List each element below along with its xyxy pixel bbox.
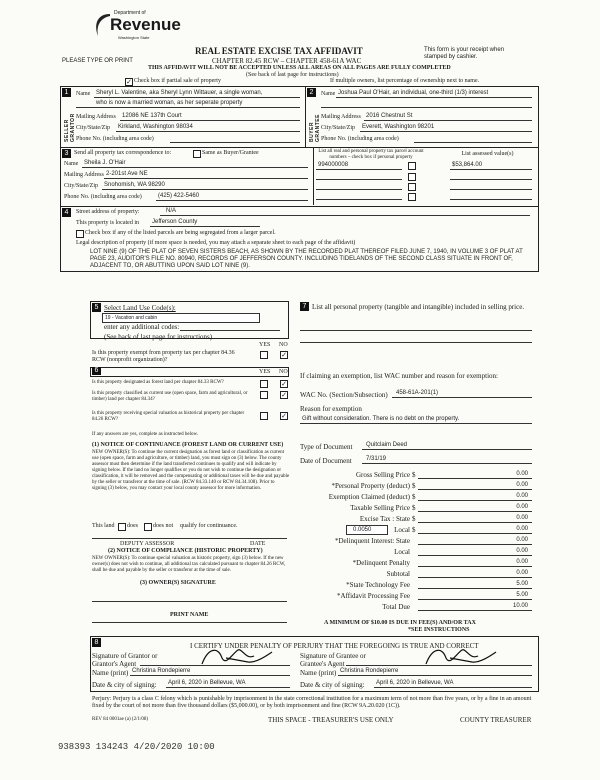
grantor-date-label: Date & city of signing: bbox=[92, 681, 157, 689]
current-use-question: Is this property classified as current use (open space, farm and agricultural, or timber) land per chapter 84.34? bbox=[92, 391, 248, 402]
land-use-see-back: (See back of last page for instructions) bbox=[104, 333, 213, 341]
treasurer-only: THIS SPACE - TREASURER'S USE ONLY bbox=[268, 716, 394, 724]
logo-swoosh-icon bbox=[92, 12, 112, 40]
qualify-label: qualify for continuance. bbox=[180, 523, 238, 529]
this-land-label: This land bbox=[92, 523, 115, 529]
buyer-side-label: BUYER GRANTEE bbox=[309, 114, 321, 142]
tax-row-value[interactable]: 0.00 bbox=[516, 493, 528, 499]
grantor-signature-label: Signature of Grantor or Grantor's Agent bbox=[92, 652, 158, 668]
section-number: 8 bbox=[92, 638, 101, 647]
personal-property-checkbox[interactable] bbox=[408, 173, 416, 181]
segregated-checkbox[interactable] bbox=[76, 230, 84, 238]
seller-name-label: Name bbox=[76, 91, 91, 97]
personal-property-checkbox[interactable] bbox=[408, 193, 416, 201]
forest-question: Is this property designated as forest land per chapter 84.33 RCW? bbox=[92, 380, 224, 385]
historic-question: Is this property receiving special valuation as historical property per chapter 84.26 RCW? bbox=[92, 411, 245, 422]
current-use-yes-checkbox[interactable] bbox=[260, 391, 268, 399]
corr-name-label: Name bbox=[64, 161, 79, 167]
additional-codes-label: enter any additional codes: bbox=[104, 323, 180, 331]
tax-row-label: Gross Selling Price bbox=[355, 471, 410, 479]
does-label: does bbox=[127, 523, 138, 529]
grantee-date-label: Date & city of signing: bbox=[300, 681, 365, 689]
section-number: 3 bbox=[62, 149, 71, 158]
tax-row-label: Taxable Selling Price bbox=[350, 504, 410, 512]
value-header: List assessed value(s) bbox=[461, 151, 514, 157]
tax-row-label: Subtotal bbox=[386, 570, 410, 578]
multiple-owners: If multiple owners, list percentage of ownership next to name. bbox=[330, 78, 480, 84]
land-use-label: Select Land Use Code(s): bbox=[104, 304, 176, 312]
section-number: 5 bbox=[92, 303, 101, 312]
continuance-title: (1) NOTICE OF CONTINUANCE (FOREST LAND OR CURRENT USE) bbox=[92, 442, 284, 448]
seller-mailing-label: Mailing Address bbox=[76, 114, 116, 120]
see-back: (See back of last page for instructions) bbox=[246, 72, 339, 78]
tax-row-label: *Affidavit Processing Fee bbox=[337, 592, 410, 600]
buyer-name-label: Name bbox=[321, 91, 336, 97]
doc-date-label: Date of Document bbox=[300, 457, 352, 465]
buyer-city[interactable]: Everett, Washington 98201 bbox=[362, 124, 435, 130]
tax-row-value[interactable]: 0.00 bbox=[516, 504, 528, 510]
same-as-buyer-checkbox[interactable] bbox=[193, 150, 201, 158]
send-label: Send all property tax correspondence to: bbox=[74, 150, 172, 156]
county[interactable]: Jefferson County bbox=[152, 219, 198, 225]
wac-label: WAC No. (Section/Subsection) bbox=[300, 391, 388, 399]
corr-mailing[interactable]: 2-201st Ave NE bbox=[106, 171, 148, 177]
street-label: Street address of property: bbox=[76, 209, 140, 215]
section-number: 4 bbox=[62, 208, 71, 217]
partial-sale-checkbox[interactable]: ✓ bbox=[126, 78, 132, 86]
chapters: CHAPTER 82.45 RCW – CHAPTER 458-61A WAC bbox=[212, 57, 362, 65]
tax-row-value[interactable]: 5.00 bbox=[516, 581, 528, 587]
historic-no-checkbox[interactable]: ✓ bbox=[281, 412, 287, 420]
buyer-city-label: City/State/Zip bbox=[321, 125, 355, 131]
seller-name-line2[interactable]: who is now a married woman, as her seperate property bbox=[96, 100, 243, 106]
tax-row-value[interactable]: 0.00 bbox=[516, 471, 528, 477]
see-instructions: *SEE INSTRUCTIONS bbox=[408, 627, 470, 633]
deputy-assessor-label: DEPUTY ASSESSOR bbox=[120, 541, 175, 547]
rev-code: REV 84 0001ae (a) (2/1/08) bbox=[92, 717, 149, 722]
tax-row-label: Local bbox=[394, 548, 410, 556]
exempt-yes-checkbox[interactable] bbox=[260, 351, 268, 359]
legal-label: Legal description of property (if more space is needed, you may attach a separate sheet to each page of the affidavit) bbox=[76, 240, 356, 246]
tax-row-value[interactable]: 0.00 bbox=[516, 570, 528, 576]
personal-property-checkbox[interactable] bbox=[408, 183, 416, 191]
reason-label: Reason for exemption bbox=[300, 405, 362, 413]
does-checkbox[interactable] bbox=[118, 523, 126, 531]
grantee-name-label: Name (print) bbox=[300, 669, 337, 677]
warning: THIS AFFIDAVIT WILL NOT BE ACCEPTED UNLESS ALL AREAS ON ALL PAGES ARE FULLY COMPLETED bbox=[148, 65, 451, 71]
current-use-no-checkbox[interactable]: ✓ bbox=[281, 391, 287, 399]
continuance-body: NEW OWNER(S): To continue the current designation as forest land or classification as current use (open space, farm and agriculture, or timber) land, you must sign on (3) below. The county assessor must then determine if the land transferred continues to qualify and will indicate by signing below. If the land no longer qualifies or you do not wish to continue the designation or classification, it will be removed and the compensating or additional taxes will be due and payable by the seller or transferor at the time of sale. (RCW 84.33.140 or RCW 84.34.108). Prior to signing (3) below, you may contact your local county assessor for more information. bbox=[92, 450, 290, 491]
grantee-date[interactable]: April 6, 2020 in Bellevue, WA bbox=[376, 680, 454, 686]
partial-sale-label: Check box if partial sale of property bbox=[134, 78, 221, 84]
wac-value[interactable]: 458-61A-201(1) bbox=[396, 390, 439, 396]
corr-mailing-label: Mailing Address bbox=[64, 172, 104, 178]
owner-signature-label: (3) OWNER(S) SIGNATURE bbox=[140, 580, 216, 586]
tax-row-value[interactable]: 0.00 bbox=[516, 537, 528, 543]
forest-yes-checkbox[interactable] bbox=[260, 380, 268, 388]
tax-row-label: *Delinquent Penalty bbox=[352, 559, 410, 567]
grantee-name[interactable]: Christina Rondepierre bbox=[340, 668, 399, 674]
logo-dept: Department of bbox=[114, 10, 146, 16]
yes-label: YES bbox=[259, 342, 271, 348]
buyer-mailing[interactable]: 2016 Chestnut St bbox=[366, 113, 413, 119]
certify-text: I CERTIFY UNDER PENALTY OF PERJURY THAT THE FOREGOING IS TRUE AND CORRECT bbox=[190, 642, 479, 650]
tax-row-label: Local bbox=[394, 526, 410, 534]
print-name-label: PRINT NAME bbox=[170, 612, 209, 618]
county-treasurer: COUNTY TREASURER bbox=[460, 716, 532, 724]
personal-property-label: List all personal property (tangible and intangible) included in selling price. bbox=[312, 303, 525, 311]
section-number: 2 bbox=[307, 88, 316, 97]
grantee-signature-label: Signature of Grantee or Grantee's Agent bbox=[300, 652, 366, 668]
same-as-buyer-label: Same as Buyer/Grantee bbox=[202, 150, 259, 156]
receipt-note: This form is your receipt when stamped by cashier. bbox=[424, 47, 505, 60]
does-not-checkbox[interactable] bbox=[144, 523, 152, 531]
exempt-no-checkbox[interactable]: ✓ bbox=[281, 351, 287, 359]
section-number: 7 bbox=[300, 302, 309, 311]
date-label: DATE bbox=[250, 541, 266, 547]
doc-type-label: Type of Document bbox=[300, 443, 353, 451]
tax-row-value[interactable]: 5.00 bbox=[516, 592, 528, 598]
minimum-due: A MINIMUM OF $10.00 IS DUE IN FEE(S) AND/OR TAX bbox=[324, 620, 476, 626]
tax-row-value[interactable]: 0.00 bbox=[516, 526, 528, 532]
doc-type[interactable]: Quitclaim Deed bbox=[366, 442, 408, 448]
assessed-value[interactable]: $53,864.00 bbox=[452, 162, 483, 168]
historic-body: NEW OWNER(S): To continue special valuation as historic property, sign (3) below. If the new owner(s) does not wish to continue, all additional tax calculated pursuant to chapter 84.26 RCW, shall be due and payable by the seller or transferor at the time of sale. bbox=[92, 556, 286, 573]
parcel-header: List all real and personal property tax parcel account numbers – check box if personal property bbox=[318, 149, 424, 160]
does-not-label: does not bbox=[153, 523, 174, 529]
located-label: This property is located in bbox=[76, 220, 139, 226]
seller-side-label: SELLER GRANTOR bbox=[64, 113, 76, 142]
logo-name: Revenue bbox=[110, 15, 181, 34]
buyer-name[interactable]: Joshua Paul O'Hair, an individual, one-third (1/3) interest bbox=[338, 90, 489, 96]
land-use-select[interactable] bbox=[102, 313, 260, 323]
land-use-value: 19 - Vacation and cabin bbox=[105, 315, 158, 321]
seller-city[interactable]: Kirkland, Washington 98034 bbox=[118, 124, 193, 130]
exempt-question: Is this property exempt from property tax per chapter 84.36 RCW (nonprofit organization)? bbox=[92, 350, 235, 363]
forest-no-checkbox[interactable]: ✓ bbox=[281, 380, 287, 388]
tax-row-label: Total Due bbox=[382, 603, 410, 611]
doc-date[interactable]: 7/31/19 bbox=[366, 456, 387, 462]
seller-city-label: City/State/Zip bbox=[76, 125, 110, 131]
recording-stamp: 938393 134243 4/20/2020 10:00 bbox=[58, 742, 215, 752]
dor-logo bbox=[92, 8, 181, 46]
seller-mailing[interactable]: 12086 NE 137th Court bbox=[122, 113, 182, 119]
corr-city-label: City/State/Zip bbox=[64, 183, 98, 189]
reason-value[interactable]: Gift without consideration. There is no debt on the property. bbox=[302, 416, 460, 422]
tax-row-value[interactable]: 0.00 bbox=[516, 515, 528, 521]
historic-title: (2) NOTICE OF COMPLIANCE (HISTORIC PROPERTY) bbox=[108, 548, 263, 554]
section-number: 1 bbox=[62, 88, 71, 97]
tax-row-label: Exemption Claimed (deduct) bbox=[328, 493, 410, 501]
street-address[interactable]: N/A bbox=[166, 208, 177, 214]
page-title: REAL ESTATE EXCISE TAX AFFIDAVIT bbox=[195, 46, 363, 56]
yes-label: YES bbox=[259, 369, 271, 375]
buyer-mailing-label: Mailing Address bbox=[321, 114, 361, 120]
exemption-label: If claiming an exemption, list WAC number and reason for exemption: bbox=[300, 372, 498, 380]
tax-row-label: *Delinquent Interest: State bbox=[334, 537, 410, 545]
grantor-date[interactable]: April 6, 2020 in Bellevue, WA bbox=[168, 680, 246, 686]
no-label: NO bbox=[279, 342, 288, 348]
local-rate-box[interactable] bbox=[346, 525, 388, 535]
local-rate: 0.0050 bbox=[353, 527, 372, 533]
corr-name[interactable]: Sheila J. O'Hair bbox=[84, 160, 126, 166]
corr-phone-label: Phone No. (including area code) bbox=[64, 194, 142, 200]
corr-phone[interactable]: (425) 422-5460 bbox=[158, 193, 200, 199]
seller-phone-label: Phone No. (including area code) bbox=[76, 136, 154, 142]
tax-row-value[interactable]: 0.00 bbox=[516, 548, 528, 554]
legal-description[interactable]: LOT NINE (9) OF THE PLAT OF SEVEN SISTERS BEACH, AS SHOWN BY THE RECORDED PLAT THEREOF FILED JUNE 7, 1940, IN VOLUME 3 OF PLAT AT PAGE 23, AUDITOR'S FILE NO. 80940, RECORDS OF JEFFERSON COUNTY. INCLUDING TIDELANDS OF THE SECOND CLASS SITUATE IN FRONT OF, ADJACENT TO, OR ABUTTING UPON SAID LOT NINE (9). bbox=[90, 249, 523, 269]
parcel-number[interactable]: 994000008 bbox=[318, 162, 349, 168]
personal-property-checkbox[interactable] bbox=[408, 162, 416, 170]
segregated-label: Check box if any of the listed parcels are being segregated from a larger parcel. bbox=[85, 230, 276, 236]
seller-name-line1[interactable]: Sheryl L. Valentine, aka Sheryl Lynn Wittauer, a single woman, bbox=[96, 90, 263, 96]
perjury-notice: Perjury: Perjury is a class C felony which is punishable by imprisonment in the state correctional institution for a maximum term of not more than five years, or by a fine in an amount fixed by the court of not more than five thousand dollars ($5,000.00), or by both imprisonment and fine (RCW 9A.20.020 (1C)). bbox=[92, 696, 532, 709]
if-yes-note: If any answers are yes, complete as instructed below. bbox=[92, 432, 199, 437]
section-number: 6 bbox=[92, 367, 101, 375]
tax-row-value[interactable]: 0.00 bbox=[516, 559, 528, 565]
grantor-name-label: Name (print) bbox=[92, 669, 129, 677]
corr-city[interactable]: Snohomish, WA 98290 bbox=[104, 182, 165, 188]
tax-row-label: *Personal Property (deduct) bbox=[331, 482, 410, 490]
buyer-phone-label: Phone No. (including area code) bbox=[321, 136, 399, 142]
tax-row-value[interactable]: 0.00 bbox=[516, 482, 528, 488]
type-or-print: PLEASE TYPE OR PRINT bbox=[62, 58, 133, 64]
grantor-name[interactable]: Christina Rondepierre bbox=[132, 668, 191, 674]
historic-yes-checkbox[interactable] bbox=[260, 412, 268, 420]
tax-row-label: Excise Tax : State bbox=[359, 515, 410, 523]
tax-row-value[interactable]: 10.00 bbox=[512, 603, 528, 609]
tax-row-label: *State Technology Fee bbox=[346, 581, 410, 589]
no-label: NO bbox=[279, 369, 288, 375]
logo-state: Washington State bbox=[118, 35, 150, 40]
